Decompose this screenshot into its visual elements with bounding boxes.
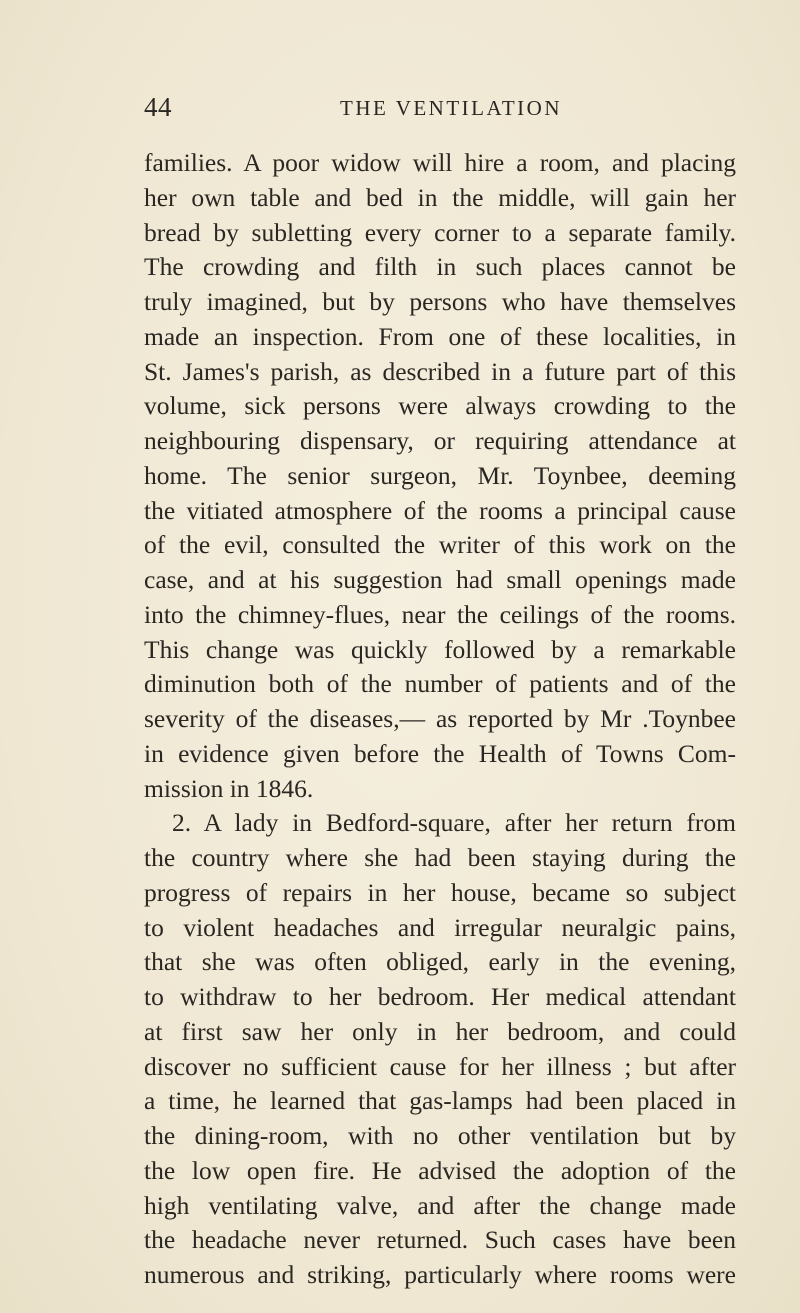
text-line: home. The senior surgeon, Mr. Toynbee, deeming	[144, 460, 736, 490]
text-line: The crowding and filth in such places cannot be	[144, 252, 736, 282]
text-line: bread by subletting every corner to a separate family.	[144, 217, 736, 247]
text-line: her own table and bed in the middle, will gain her	[144, 182, 736, 212]
body-text	[144, 146, 736, 1293]
text-line: high ventilating valve, and after the change made	[144, 1190, 736, 1220]
text-line: the headache never returned. Such cases have been	[144, 1225, 736, 1255]
text-line: numerous and striking, particularly where rooms were	[144, 1260, 736, 1289]
text-line: families. A poor widow will hire a room, and placing	[144, 148, 736, 177]
paragraph-start-line: 2. A lady in Bedford-square, after her return from	[172, 808, 736, 838]
text-line: St. James's parish, as described in a future part of this	[144, 356, 736, 386]
page-number: 44	[144, 92, 172, 122]
text-line: This change was quickly followed by a remarkable	[144, 634, 736, 664]
text-line: discover no sufficient cause for her illness ; but after	[144, 1051, 736, 1081]
text-line: neighbouring dispensary, or requiring attendance at	[144, 426, 736, 455]
text-line: severity of the diseases,— as reported by Mr .Toynbee	[144, 704, 736, 733]
text-line: truly imagined, but by persons who have themselves	[144, 287, 736, 316]
text-line: a time, he learned that gas-lamps had been placed in	[144, 1086, 736, 1116]
text-line: volume, sick persons were always crowding to the	[144, 391, 736, 421]
text-line: to violent headaches and irregular neuralgic pains,	[144, 912, 736, 942]
text-line: made an inspection. From one of these localities, in	[144, 321, 736, 351]
text-line: into the chimney-flues, near the ceilings of the rooms.	[144, 599, 736, 629]
text-line: progress of repairs in her house, became so subject	[144, 877, 736, 907]
text-line: diminution both of the number of patients and of the	[144, 669, 736, 699]
text-line: in evidence given before the Health of Towns Com-	[144, 738, 736, 768]
text-line: at first saw her only in her bedroom, and could	[144, 1016, 736, 1046]
text-line: the country where she had been staying during the	[144, 843, 736, 872]
text-line: to withdraw to her bedroom. Her medical attendant	[144, 982, 736, 1011]
running-head	[144, 92, 736, 122]
text-line: of the evil, consulted the writer of this work on the	[144, 530, 736, 560]
paragraph-end-line: mission in 1846.	[144, 773, 314, 803]
text-line: that she was often obliged, early in the evening,	[144, 947, 736, 977]
running-head-title: THE VENTILATION	[340, 96, 562, 120]
text-line: the low open fire. He advised the adoption of the	[144, 1155, 736, 1185]
text-line: the vitiated atmosphere of the rooms a principal cause	[144, 495, 736, 525]
text-line: case, and at his suggestion had small openings made	[144, 565, 736, 594]
text-line: the dining-room, with no other ventilation but by	[144, 1121, 736, 1150]
